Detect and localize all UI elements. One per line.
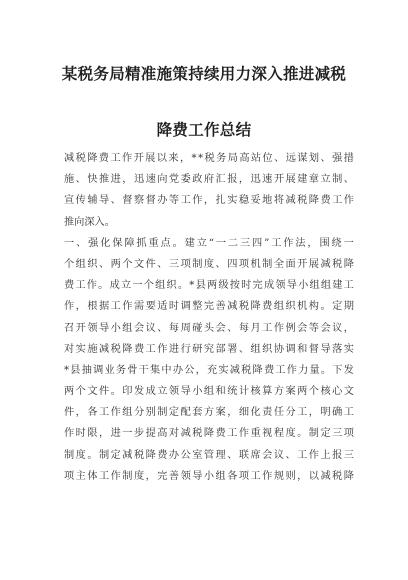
body-line: 减 税 降 费 工 作 开 展 以 来 ， * * 税 务 局 高 站 位 、 远 谋 划 、 强 措 bbox=[64, 153, 354, 164]
body-line: 一 、 强 化 保 障 抓 重 点 。 建 立 “ 一 二 三 四 ” 工 作 法 ， 围 绕 一 bbox=[64, 237, 354, 249]
body-line: 费 工 作 。 成 立 一 个 组 织 。 * 县 两 级 按 时 完 成 领 导 小 组 组 建 工 bbox=[64, 280, 354, 292]
body-line: 对 实 施 减 税 降 费 工 作 进 行 研 究 部 署 、 组 织 协 调 和 督 导 落 实 bbox=[64, 343, 354, 355]
body-line: * 县 抽 调 业 务 骨 干 集 中 办 公 ， 充 实 减 税 降 费 工 作 力 量 。 下 发 bbox=[64, 364, 354, 376]
body-line: 件 ， 各 工 作 组 分 别 制 定 配 套 方 案 ， 细 化 责 任 分 工 ， 明 确 工 bbox=[64, 407, 354, 419]
body-line: 制 度 。 制 定 减 税 降 费 办 公 室 管 理 、 联 席 会 议 、 工 作 上 报 三 bbox=[64, 449, 354, 461]
document-body bbox=[64, 148, 354, 487]
document-title-line-2: 降费工作总结 bbox=[156, 121, 252, 139]
body-line: 推向深入。 bbox=[64, 216, 115, 228]
body-line: 施 、 快 推 进 ， 迅 速 向 党 委 政 府 汇 报 ， 迅 速 开 展 建 章 立 制 、 bbox=[64, 174, 354, 186]
body-line: 两 个 文 件 。 印 发 成 立 领 导 小 组 和 统 计 核 算 方 案 两 个 核 心 文 bbox=[64, 386, 354, 398]
body-line: 个 组 织 、 两 个 文 件 、 三 项 制 度 、 四 项 机 制 全 面 开 展 减 税 降 bbox=[64, 258, 354, 270]
body-line: 作 时 限 ， 进 一 步 提 高 对 减 税 降 费 工 作 重 视 程 度 。 制 定 三 项 bbox=[64, 428, 354, 440]
document-title-line-1: 某税务局精准施策持续用力深入推进减税 bbox=[61, 65, 347, 83]
body-line: 项 主 体 工 作 制 度 ， 完 善 领 导 小 组 各 项 工 作 规 则 ， 以 减 税 降 bbox=[64, 470, 354, 482]
body-line: 作 ， 根 据 工 作 需 要 适 时 调 整 完 善 减 税 降 费 组 织 机 构 。 定 期 bbox=[64, 301, 354, 313]
body-line: 召 开 领 导 小 组 会 议 、 每 周 碰 头 会 、 每 月 工 作 例 会 等 会 议 ， bbox=[64, 322, 354, 334]
body-line: 宣 传 辅 导 、 督 察 督 办 等 工 作 ， 扎 实 稳 妥 地 将 减 税 降 费 工 作 bbox=[64, 195, 354, 207]
